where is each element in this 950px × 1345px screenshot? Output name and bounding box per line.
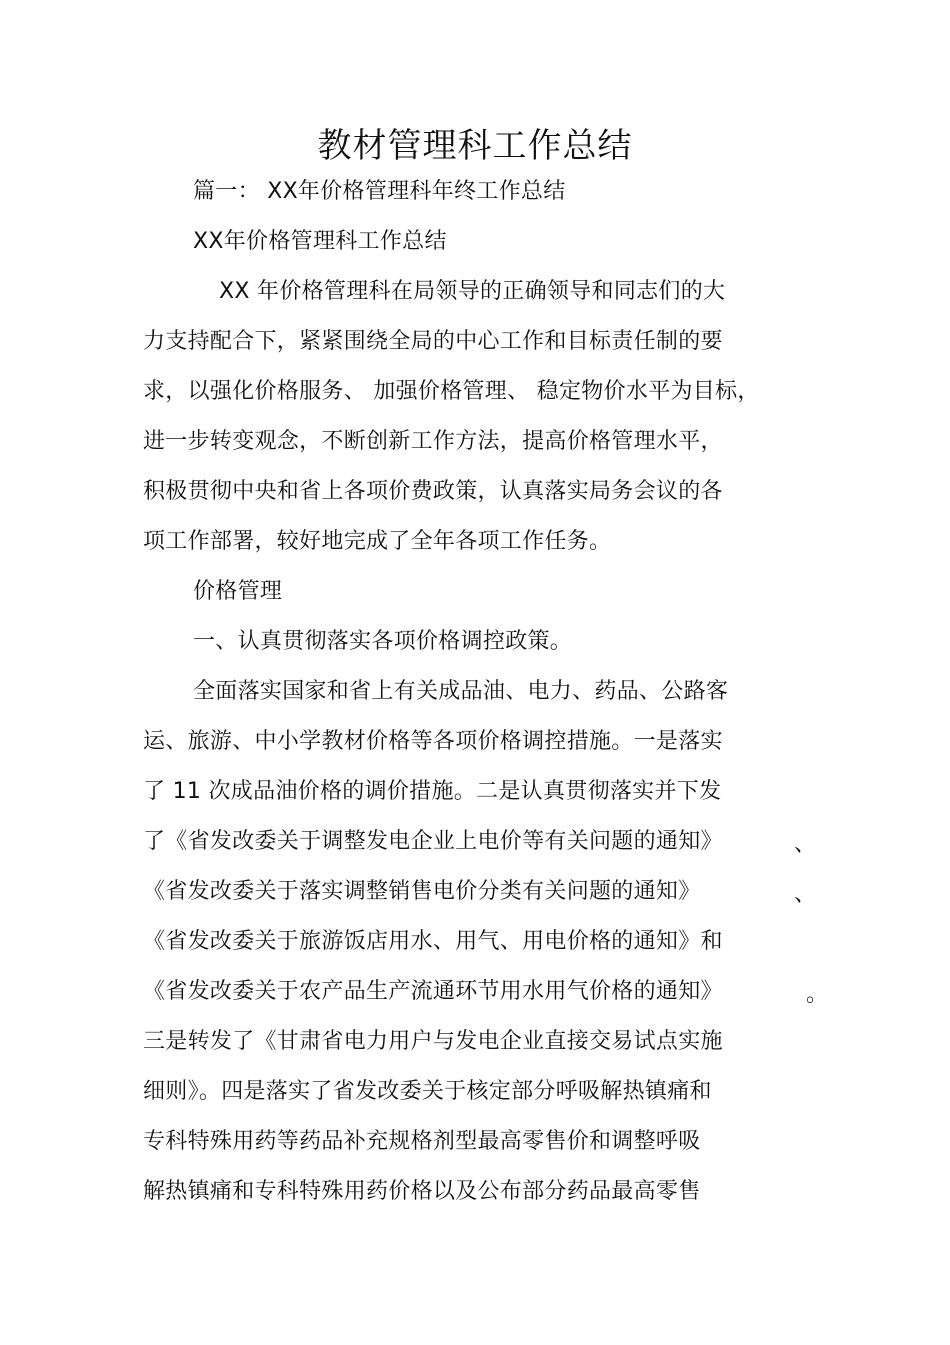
paragraph-line: 了《省发改委关于调整发电企业上电价等有关问题的通知》 [143, 829, 723, 854]
paragraph-line: 解热镇痛和专科特殊用药价格以及公布部分药品最高零售 [143, 1179, 701, 1204]
trailing-comma: 、 [794, 832, 817, 857]
paragraph-line: 积极贯彻中央和省上各项价费政策，认真落实局务会议的各 [143, 479, 723, 504]
paragraph-line: 《省发改委关于农产品生产流通环节用水用气价格的通知》 [143, 979, 723, 1004]
section-label: 价格管理 [193, 579, 283, 604]
trailing-period: 。 [806, 982, 829, 1007]
paragraph-line: 进一步转变观念，不断创新工作方法，提高价格管理水平， [143, 429, 723, 454]
paragraph-line: 力支持配合下，紧紧围绕全局的中心工作和目标责任制的要 [143, 329, 723, 354]
document-title: 教材管理科工作总结 [317, 126, 633, 166]
paragraph-line: 全面落实国家和省上有关成品油、电力、药品、公路客 [193, 679, 729, 704]
paragraph-line: 细则》。四是落实了省发改委关于核定部分呼吸解热镇痛和 [143, 1079, 712, 1104]
paragraph-line: 《省发改委关于旅游饭店用水、用气、用电价格的通知》和 [143, 929, 723, 954]
paragraph-line: 运、旅游、中小学教材价格等各项价格调控措施。一是落实 [143, 729, 723, 754]
paragraph-line: 专科特殊用药等药品补充规格剂型最高零售价和调整呼吸 [143, 1129, 701, 1154]
trailing-comma: 、 [794, 882, 817, 907]
item-heading: 一、认真贯彻落实各项价格调控政策。 [193, 629, 573, 654]
sub-heading: XX年价格管理科工作总结 [193, 229, 447, 254]
section-heading: 篇一： XX年价格管理科年终工作总结 [193, 179, 566, 204]
paragraph-line: 三是转发了《甘肃省电力用户与发电企业直接交易试点实施 [143, 1029, 723, 1054]
paragraph-line: 了 11 次成品油价格的调价措施。二是认真贯彻落实并下发 [143, 779, 722, 804]
paragraph-line: 项工作部署，较好地完成了全年各项工作任务。 [143, 529, 612, 554]
paragraph-line: XX 年价格管理科在局领导的正确领导和同志们的大 [219, 279, 726, 304]
paragraph-line: 求，以强化价格服务、 加强价格管理、 稳定物价水平为目标， [143, 379, 760, 404]
paragraph-line: 《省发改委关于落实调整销售电价分类有关问题的通知》 [143, 879, 701, 904]
